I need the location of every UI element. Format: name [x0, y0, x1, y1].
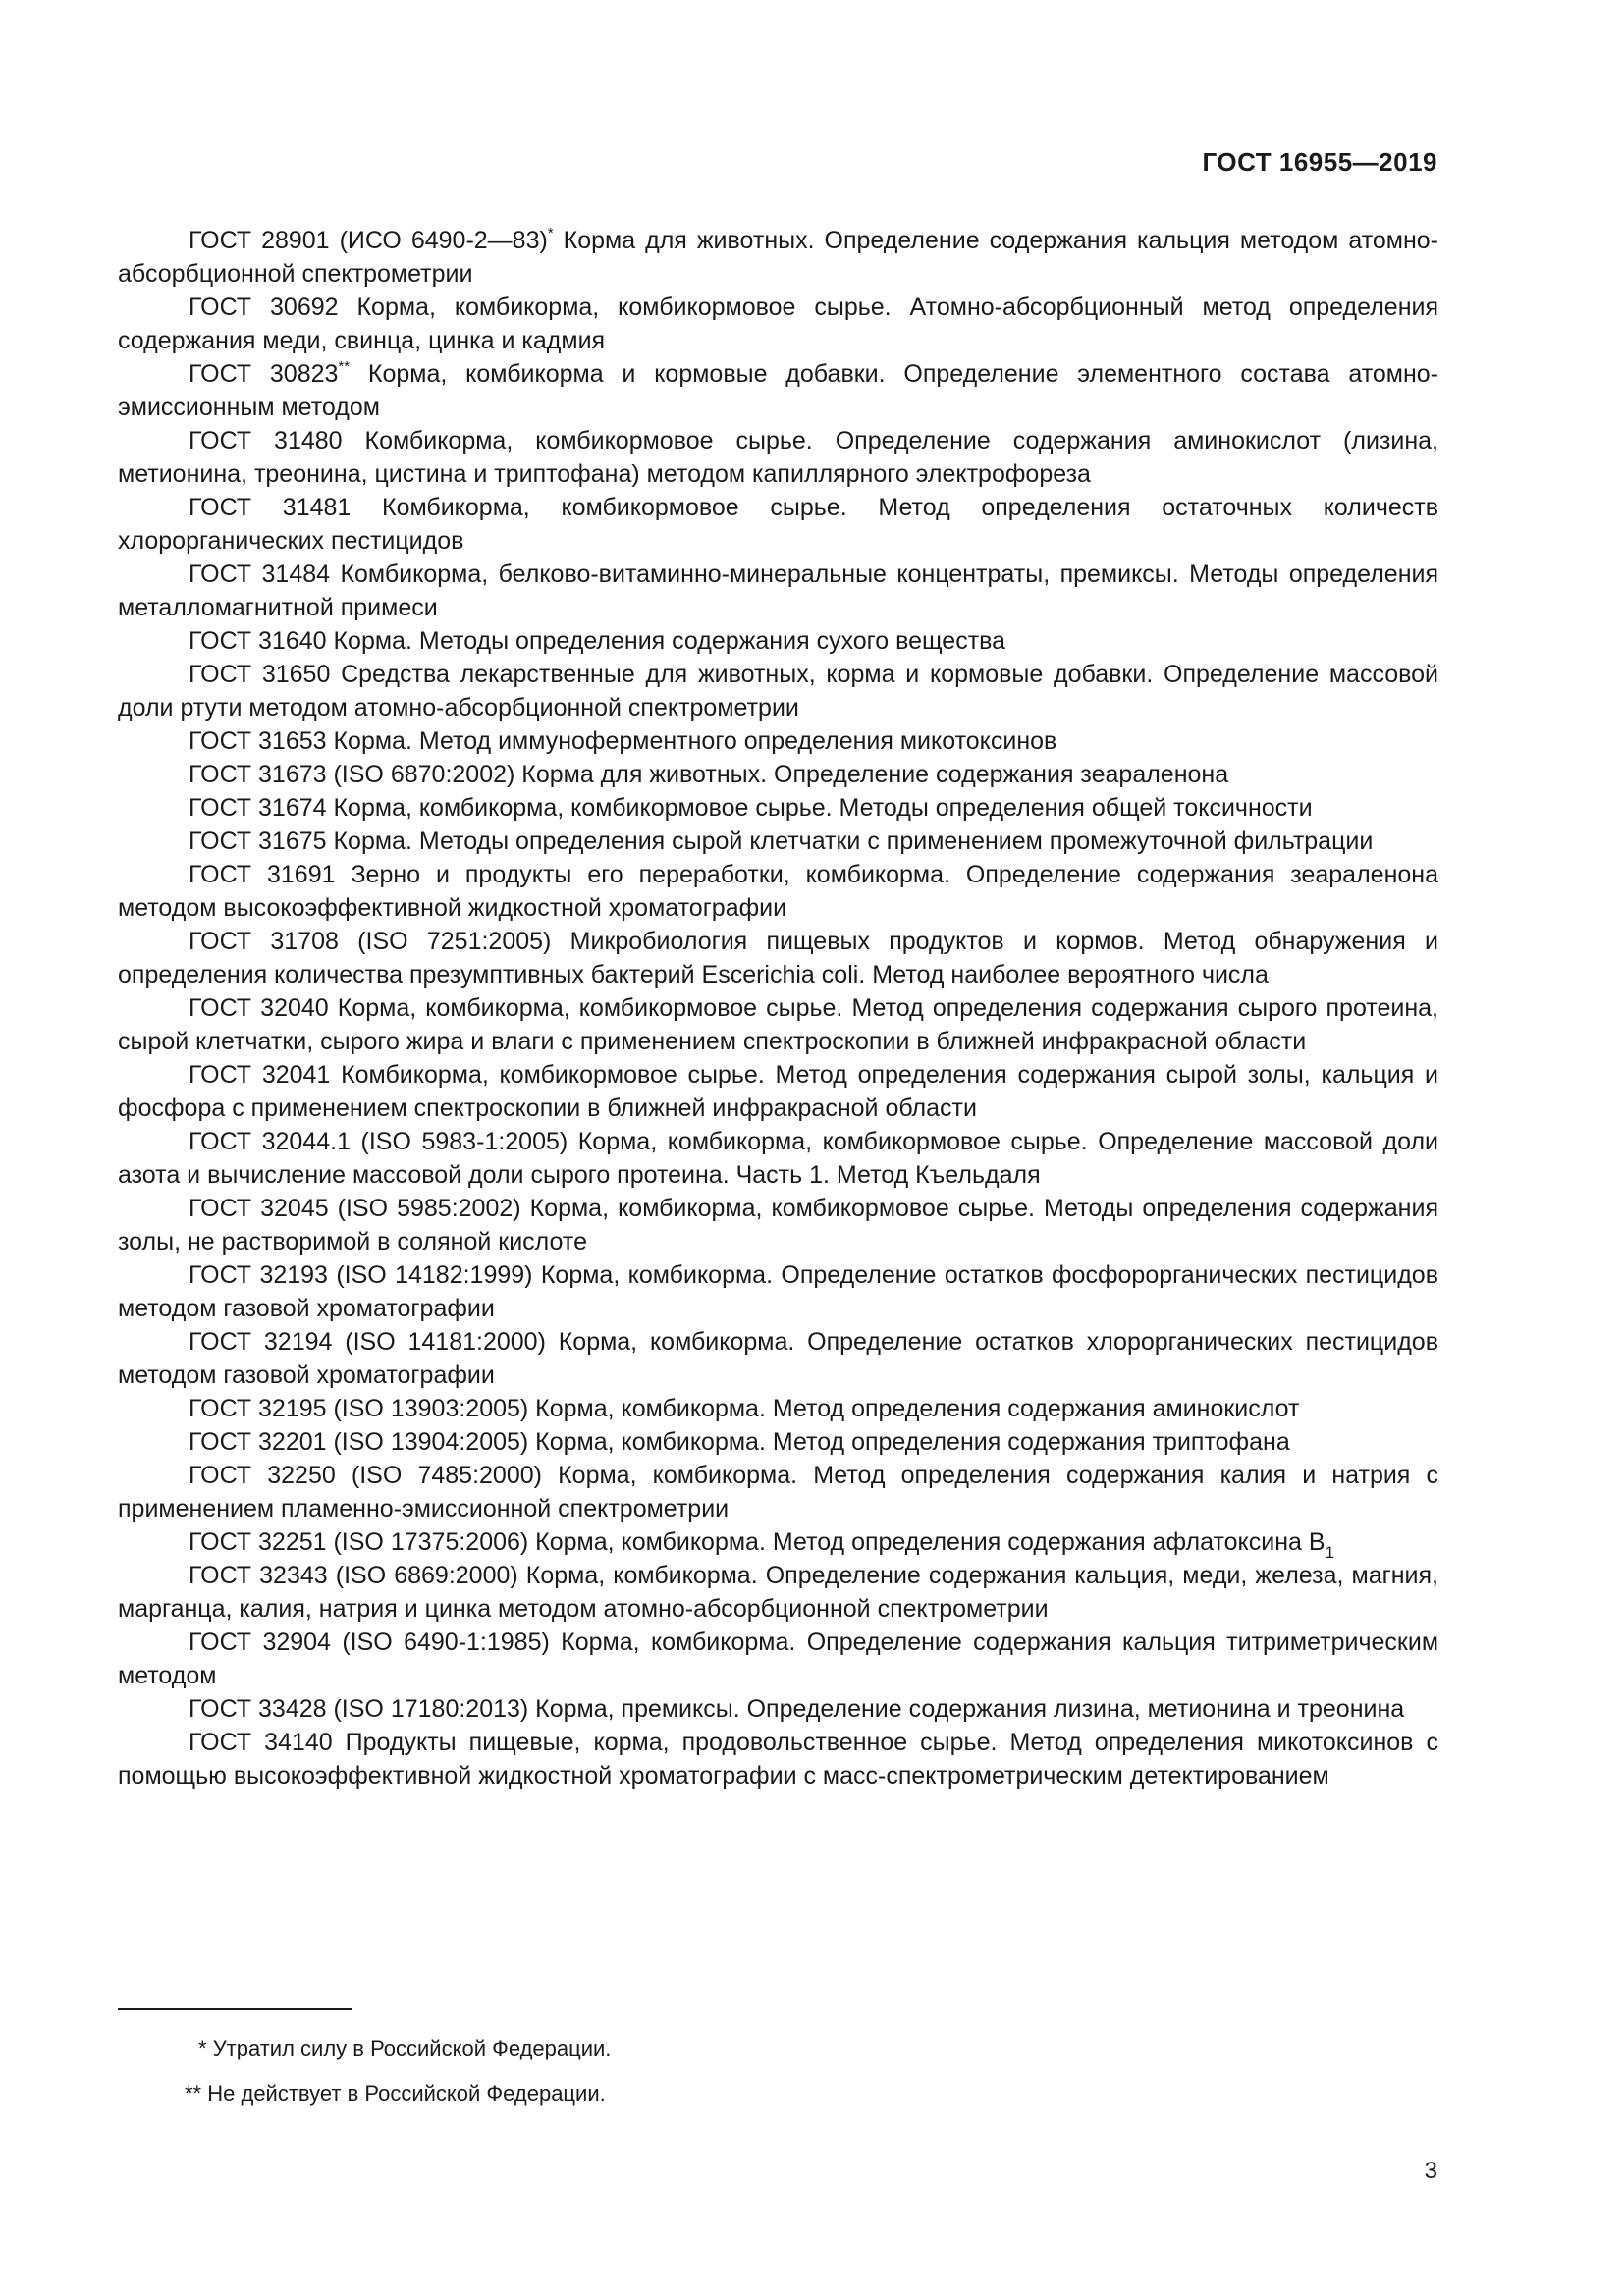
reference-item: ГОСТ 30692 Корма, комбикорма, комбикормовое сырье. Атомно-абсорбционный метод определения содержания меди, свинца, цинка и кадмия [118, 294, 1438, 354]
reference-item: ГОСТ 31653 Корма. Метод иммуноферментного определения микотоксинов [189, 727, 1057, 755]
footnote-mark: ** [185, 2081, 202, 2106]
footnote-mark: * [547, 225, 554, 241]
reference-item: ГОСТ 30823** Корма, комбикорма и кормовые добавки. Определение элементного состава атомно-эмиссионным методом [118, 358, 1438, 421]
reference-item: ГОСТ 34140 Продукты пищевые, корма, продовольственное сырье. Метод определения микотоксинов с помощью высокоэффективной жидкостной хроматографии с масс-спектрометрическим детектированием [118, 1729, 1438, 1789]
reference-item: ГОСТ 32044.1 (ISO 5983-1:2005) Корма, комбикорма, комбикормовое сырье. Определение массовой доли азота и вычисление массовой доли сырого протеина. Часть 1. Метод Къельдаля [118, 1128, 1438, 1189]
reference-item: ГОСТ 32201 (ISO 13904:2005) Корма, комбикорма. Метод определения содержания триптофана [189, 1428, 1290, 1456]
page-number: 3 [1424, 2158, 1437, 2184]
reference-item: ГОСТ 32193 (ISO 14182:1999) Корма, комбикорма. Определение остатков фосфорорганических пестицидов методом газовой хроматографии [118, 1261, 1438, 1322]
reference-item: ГОСТ 32041 Комбикорма, комбикормовое сырье. Метод определения содержания сырой золы, кальция и фосфора с применением спектроскопии в ближней инфракрасной области [118, 1061, 1438, 1122]
footnote-mark: ** [338, 358, 351, 375]
reference-item: ГОСТ 32195 (ISO 13903:2005) Корма, комбикорма. Метод определения содержания аминокислот [189, 1395, 1300, 1422]
reference-item: ГОСТ 32250 (ISO 7485:2000) Корма, комбикорма. Метод определения содержания калия и натрия с применением пламенно-эмиссионной спектрометрии [118, 1462, 1438, 1522]
reference-item: ГОСТ 31708 (ISO 7251:2005) Микробиология пищевых продуктов и кормов. Метод обнаружения и определения количества презумптивных бактерий Escerichia coli. Метод наиболее вероятного числа [118, 928, 1438, 988]
footnote-mark: * [198, 2036, 207, 2060]
document-id-header: ГОСТ 16955—2019 [1202, 147, 1437, 177]
reference-item: ГОСТ 31673 (ISO 6870:2002) Корма для животных. Определение содержания зеараленона [189, 761, 1229, 788]
reference-item: ГОСТ 32045 (ISO 5985:2002) Корма, комбикорма, комбикормовое сырье. Методы определения содержания золы, не растворимой в соляной кислоте [118, 1195, 1438, 1255]
reference-item: ГОСТ 31480 Комбикорма, комбикормовое сырье. Определение содержания аминокислот (лизина, метионина, треонина, цистина и триптофана) методом капиллярного электрофореза [118, 427, 1438, 488]
footnote-item [118, 2026, 611, 2071]
reference-item: ГОСТ 32343 (ISO 6869:2000) Корма, комбикорма. Определение содержания кальция, меди, железа, магния, марганца, калия, натрия и цинка методом атомно-абсорбционной спектрометрии [118, 1562, 1438, 1623]
reference-item: ГОСТ 32251 (ISO 17375:2006) Корма, комбикорма. Метод определения содержания афлатоксина $B_1$ [189, 1528, 1335, 1562]
reference-item: ГОСТ 31674 Корма, комбикорма, комбикормовое сырье. Методы определения общей токсичности [189, 794, 1313, 822]
reference-item: ГОСТ 31691 Зерно и продукты его переработки, комбикорма. Определение содержания зеараленона методом высокоэффективной жидкостной хроматографии [118, 861, 1438, 922]
reference-item: ГОСТ 33428 (ISO 17180:2013) Корма, премиксы. Определение содержания лизина, метионина и треонина [189, 1695, 1405, 1723]
reference-item: ГОСТ 32904 (ISO 6490-1:1985) Корма, комбикорма. Определение содержания кальция титриметрическим методом [118, 1629, 1438, 1689]
footnote-item [118, 2071, 611, 2116]
reference-item: ГОСТ 31481 Комбикорма, комбикормовое сырье. Метод определения остаточных количеств хлорорганических пестицидов [118, 494, 1438, 555]
footnote-text: Утратил силу в Российской Федерации. [212, 2036, 612, 2060]
reference-item: ГОСТ 31484 Комбикорма, белково-витаминно-минеральные концентраты, премиксы. Методы определения металломагнитной примеси [118, 561, 1438, 621]
reference-item: ГОСТ 28901 (ИСО 6490-2—83)* Корма для животных. Определение содержания кальция методом атомно-абсорбционной спектрометрии [118, 225, 1438, 288]
footnotes [118, 2026, 611, 2116]
footnote-separator [118, 2008, 352, 2010]
reference-item: ГОСТ 31640 Корма. Методы определения содержания сухого вещества [189, 627, 1006, 655]
normative-references-list [118, 224, 1438, 1792]
reference-item: ГОСТ 32040 Корма, комбикорма, комбикормовое сырье. Метод определения содержания сырого протеина, сырой клетчатки, сырого жира и влаги с применением спектроскопии в ближней инфракрасной области [118, 994, 1438, 1055]
reference-item: ГОСТ 32194 (ISO 14181:2000) Корма, комбикорма. Определение остатков хлорорганических пестицидов методом газовой хроматографии [118, 1328, 1438, 1389]
subscript: 1 [1325, 1543, 1335, 1562]
reference-item: ГОСТ 31675 Корма. Методы определения сырой клетчатки с применением промежуточной фильтрации [189, 828, 1374, 855]
footnote-text: Не действует в Российской Федерации. [207, 2081, 606, 2106]
reference-item: ГОСТ 31650 Средства лекарственные для животных, корма и кормовые добавки. Определение массовой доли ртути методом атомно-абсорбционной спектрометрии [118, 661, 1438, 721]
